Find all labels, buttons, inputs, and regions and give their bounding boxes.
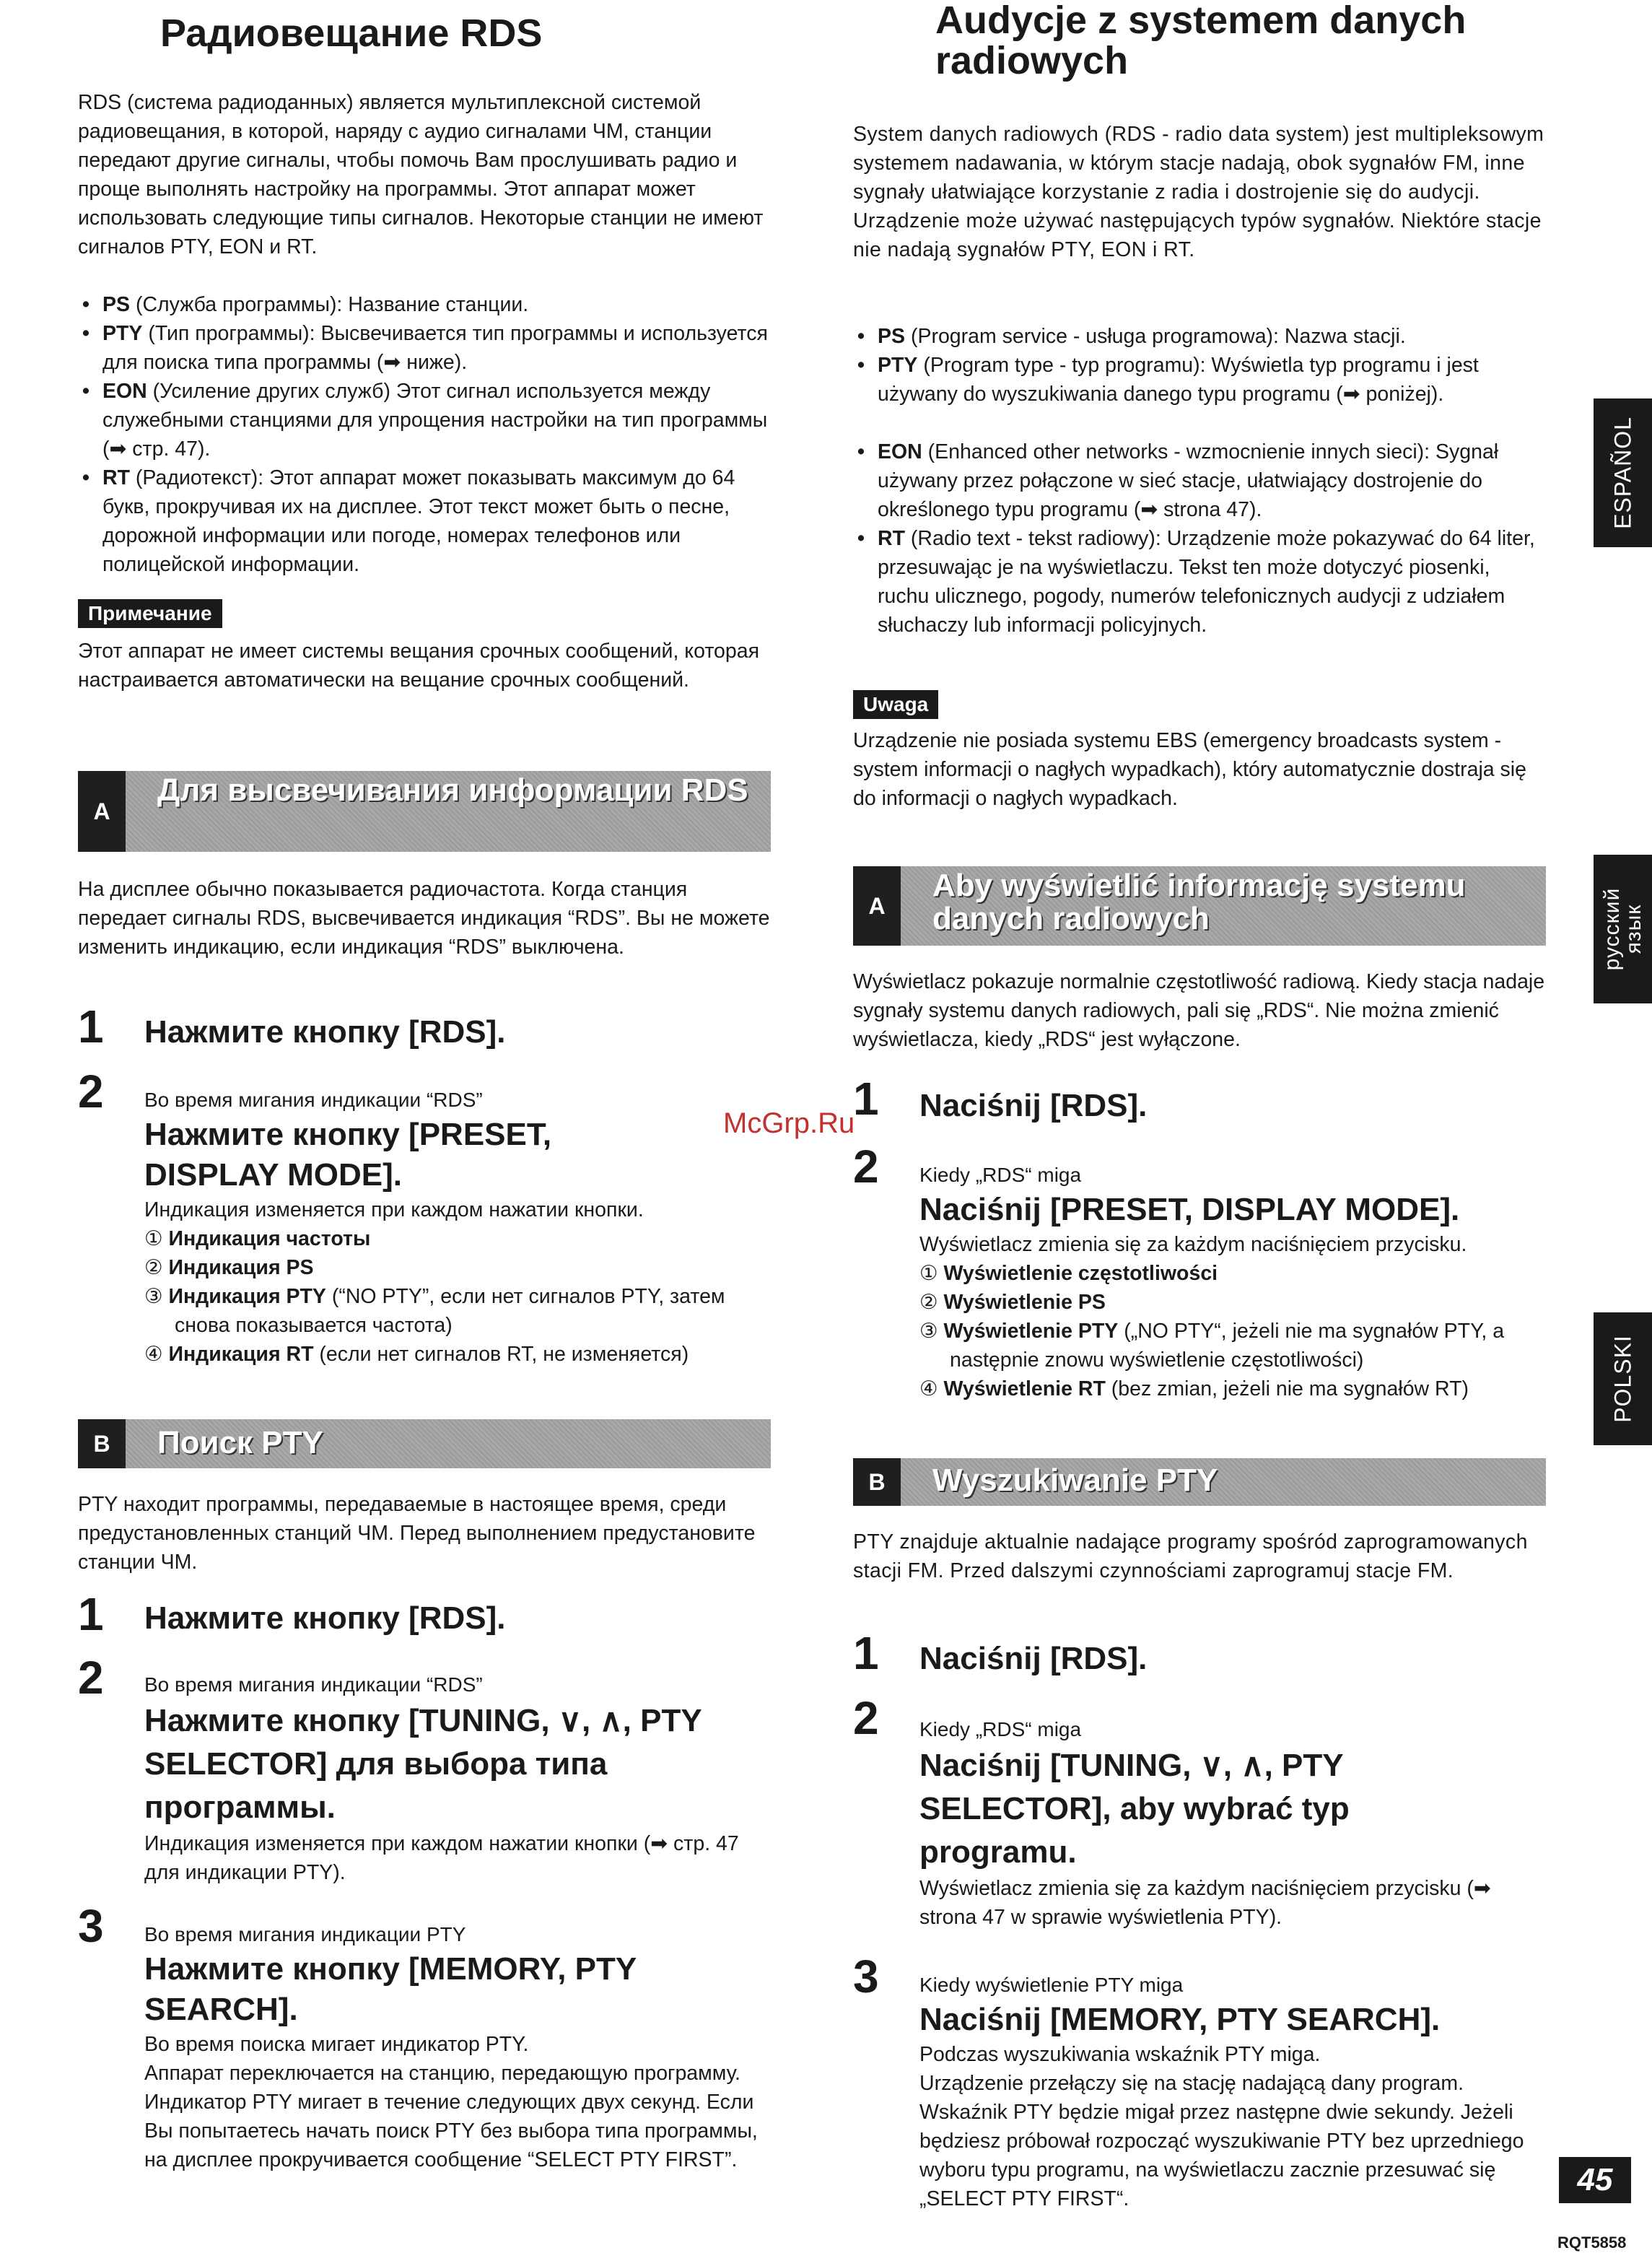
section-b-intro-ru: PTY находит программы, передаваемые в настоящее время, среди предустановленных станций ЧМ. Перед выполнением предустановите станции ЧМ.: [78, 1493, 756, 1574]
step-heading: Нажмите кнопку [PRESET, DISPLAY MODE].: [144, 1117, 552, 1193]
option-rt: ④ Индикация RT (если нет сигналов RT, не изменяется): [144, 1343, 689, 1366]
section-b-header-ru: [78, 1419, 771, 1468]
bullet-eon-ru: • EON (Усиление других служб) Этот сигнал используется между служебными станциями для упрощения настройки на тип программы (➡ стр. 47).: [82, 380, 768, 461]
intro-paragraph-ru: RDS (система радиоданных) является мультиплексной системой радиовещания, в которой, наряду с аудио сигналами ЧМ, станции передают другие сигналы, чтобы помочь Вам прослушивать радио и проще выполнять настройку на программы. Этот аппарат может использовать следующие типы сигналов. Некоторые станции не имеют сигналов PTY, EON и RT.: [78, 91, 764, 258]
step-b1-ru: [144, 1598, 772, 1639]
page-title-pl: Audycje z systemem danych radiowych: [935, 0, 1467, 82]
step-heading: Нажмите кнопку [MEMORY, PTY SEARCH].: [144, 1951, 637, 2027]
step-a2-ru: [144, 1086, 772, 1369]
step-precondition: Kiedy „RDS“ miga: [919, 1164, 1082, 1186]
note-label-ru: Примечание: [78, 599, 222, 628]
step-a2-pl: [919, 1161, 1547, 1403]
step-number: 1: [853, 1073, 879, 1125]
language-tab-polski: [1594, 1312, 1652, 1445]
step-precondition: Во время мигания индикации “RDS”: [144, 1673, 483, 1696]
watermark: McGrp.Ru: [723, 1107, 855, 1139]
section-a-header-pl: [853, 866, 1546, 946]
step-heading: Нажмите кнопку [RDS].: [144, 1014, 506, 1050]
step-number: 2: [78, 1652, 104, 1704]
step-precondition: Kiedy wyświetlenie PTY miga: [919, 1974, 1184, 1996]
step-a1-pl: [919, 1086, 1547, 1126]
step-heading: Нажмите кнопку [RDS].: [144, 1600, 506, 1636]
step-number: 2: [853, 1141, 879, 1193]
step-body: Podczas wyszukiwania wskaźnik PTY miga.: [919, 2043, 1321, 2066]
step-b2-pl: [919, 1715, 1547, 1932]
section-letter: B: [78, 1419, 126, 1468]
option-pty: ③ Индикация PTY (“NO PTY”, если нет сигналов PTY, затем снова показывается частота): [144, 1285, 725, 1337]
option-ps: ② Wyświetlenie PS: [919, 1291, 1106, 1314]
section-letter: B: [853, 1458, 901, 1506]
option-pty: ③ Wyświetlenie PTY („NO PTY“, jeżeli nie ma sygnałów PTY, a następnie znowu wyświetlenie częstotliwości): [919, 1320, 1505, 1372]
step-heading: Naciśnij [RDS].: [919, 1088, 1148, 1123]
language-tab-espanol: [1594, 398, 1652, 547]
step-heading: Naciśnij [TUNING, ∨, ∧, PTY SELECTOR], aby wybrać typ programu.: [919, 1748, 1350, 1870]
step-b2-ru: [144, 1670, 772, 1887]
bullet-ps-pl: • PS (Program service - usługa programowa): Nazwa stacji.: [857, 325, 1406, 348]
step-b1-pl: [919, 1639, 1547, 1679]
note-text-pl: Urządzenie nie posiada systemu EBS (emergency broadcasts system - system informacji o nagłych wypadkach), który automatycznie dostraja się do informacji o nagłych wypadkach.: [853, 729, 1526, 810]
step-body: Urządzenie przełączy się na stację nadającą dany program. Wskaźnik PTY będzie migał przez następne dwie sekundy. Jeżeli będziesz próbował rozpocząć wyszukiwanie PTY bez uprzedniego wyboru typu programu, na wyświetlaczu zacznie przesuwać się „SELECT PTY FIRST“.: [919, 2072, 1524, 2210]
step-number: 2: [853, 1692, 879, 1744]
section-title: Wyszukiwanie PTY: [932, 1463, 1218, 1498]
step-number: 3: [853, 1951, 879, 2003]
option-frequency: ① Wyświetlenie częstotliwości: [919, 1262, 1218, 1285]
section-a-header-ru: [78, 771, 771, 852]
intro-paragraph-pl: System danych radiowych (RDS - radio data system) jest multipleksowym systemem nadawania, w którym stacje nadają, obok sygnałów FM, inne sygnały ułatwiające korzystanie z radia i dostrojenie się do audycji. Urządzenie może używać następujących typów sygnałów. Niektóre stacje nie nadają sygnałów PTY, EON i RT.: [853, 123, 1544, 261]
bullet-eon-pl: • EON (Enhanced other networks - wzmocnienie innych sieci): Sygnał używany przez połączone w sieć stacje, ułatwiający dostrojenie do określonego typu programu (➡ strona 47).: [857, 440, 1499, 521]
bullet-rt-ru: • RT (Радиотекст): Этот аппарат может показывать максимум до 64 букв, прокручивая их на дисплее. Этот текст может быть о песне, дорожной информации или погоде, номерах телефонов или полицейской информации.: [82, 466, 735, 576]
section-title: Aby wyświetlić informację systemu danych radiowych: [932, 868, 1466, 936]
section-letter: A: [78, 771, 126, 852]
step-heading: Naciśnij [PRESET, DISPLAY MODE].: [919, 1192, 1460, 1227]
step-body: Wyświetlacz zmienia się za każdym naciśnięciem przycisku (➡ strona 47 w sprawie wyświetlenia PTY).: [919, 1877, 1491, 1929]
section-a-intro-pl: Wyświetlacz pokazuje normalnie częstotliwość radiową. Kiedy stacja nadaje sygnały systemu danych radiowych, pali się „RDS“. Nie można zmienić wyświetlacza, kiedy „RDS“ jest wyłączone.: [853, 970, 1545, 1051]
language-tab-label: POLSKI: [1609, 1335, 1635, 1423]
step-body: Индикация изменяется при каждом нажатии кнопки (➡ стр. 47 для индикации PTY).: [144, 1832, 739, 1884]
step-body: Во время поиска мигает индикатор PTY.: [144, 2033, 529, 2056]
section-title: Для высвечивания информации RDS: [157, 772, 748, 808]
language-tab-russian: [1594, 855, 1652, 1003]
note-text-ru: Этот аппарат не имеет системы вещания срочных сообщений, которая настраивается автоматически на вещание срочных сообщений.: [78, 640, 760, 692]
section-letter: A: [853, 866, 901, 946]
bullet-pty-pl: • PTY (Program type - typ programu): Wyświetla typ programu i jest używany do wyszukiwania danego typu programu (➡ poniżej).: [857, 354, 1479, 406]
step-a1-ru: [144, 1012, 772, 1053]
step-precondition: Во время мигания индикации PTY: [144, 1923, 466, 1945]
language-tab-label: русский язык: [1599, 887, 1646, 971]
step-body: Индикация изменяется при каждом нажатии кнопки.: [144, 1198, 644, 1221]
step-number: 1: [78, 1001, 104, 1053]
step-b3-pl: [919, 1971, 1547, 2213]
option-frequency: ① Индикация частоты: [144, 1227, 371, 1250]
step-number: 2: [78, 1066, 104, 1117]
step-heading: Нажмите кнопку [TUNING, ∨, ∧, PTY SELECTOR] для выбора типа программы.: [144, 1703, 702, 1825]
bullet-pty-ru: • PTY (Тип программы): Высвечивается тип программы и используется для поиска типа программы (➡ ниже).: [82, 322, 768, 374]
step-number: 3: [78, 1900, 104, 1952]
step-heading: Naciśnij [RDS].: [919, 1641, 1148, 1676]
bullet-dot: •: [82, 293, 89, 316]
section-title: Поиск PTY: [157, 1425, 323, 1460]
section-b-header-pl: [853, 1458, 1546, 1506]
language-tab-label: ESPAÑOL: [1609, 417, 1635, 529]
option-rt: ④ Wyświetlenie RT (bez zmian, jeżeli nie ma sygnałów RT): [919, 1377, 1469, 1400]
step-number: 1: [78, 1588, 104, 1640]
page-title-ru: Радиовещание RDS: [160, 12, 543, 55]
section-b-intro-pl: PTY znajduje aktualnie nadające programy spośród zaprogramowanych stacji FM. Przed dalszymi czynnościami zaprogramuj stacje FM.: [853, 1530, 1528, 1582]
step-number: 1: [853, 1627, 879, 1679]
step-heading: Naciśnij [MEMORY, PTY SEARCH].: [919, 2002, 1441, 2037]
option-ps: ② Индикация PS: [144, 1256, 314, 1279]
step-precondition: Во время мигания индикации “RDS”: [144, 1089, 483, 1111]
step-precondition: Kiedy „RDS“ miga: [919, 1718, 1082, 1740]
note-label-pl: Uwaga: [853, 690, 938, 719]
bullet-ps-ru: • PS (Служба программы): Название станции.: [78, 290, 771, 319]
bullet-rt-pl: • RT (Radio text - tekst radiowy): Urządzenie może pokazywać do 64 liter, przesuwając je na wyświetlaczu. Tekst ten może dotyczyć piosenki, ruchu ulicznego, pogody, numerów telefonicznych audycji z udziałem słuchaczy lub informacji policyjnych.: [857, 527, 1535, 637]
step-b3-ru: [144, 1920, 772, 2174]
document-code: RQT5858: [1557, 2234, 1627, 2252]
step-body: Wyświetlacz zmienia się za każdym naciśnięciem przycisku.: [919, 1233, 1467, 1256]
section-a-intro-ru: На дисплее обычно показывается радиочастота. Когда станция передает сигналы RDS, высвечивается индикация “RDS”. Вы не можете изменить индикацию, если индикация “RDS” выключена.: [78, 878, 770, 959]
step-body: Аппарат переключается на станцию, передающую программу. Индикатор PTY мигает в течение следующих двух секунд. Если Вы попытаетесь начать поиск PTY без выбора типа программы, на дисплее прокручивается сообщение “SELECT PTY FIRST”.: [144, 2062, 758, 2171]
page-number: 45: [1559, 2157, 1631, 2203]
